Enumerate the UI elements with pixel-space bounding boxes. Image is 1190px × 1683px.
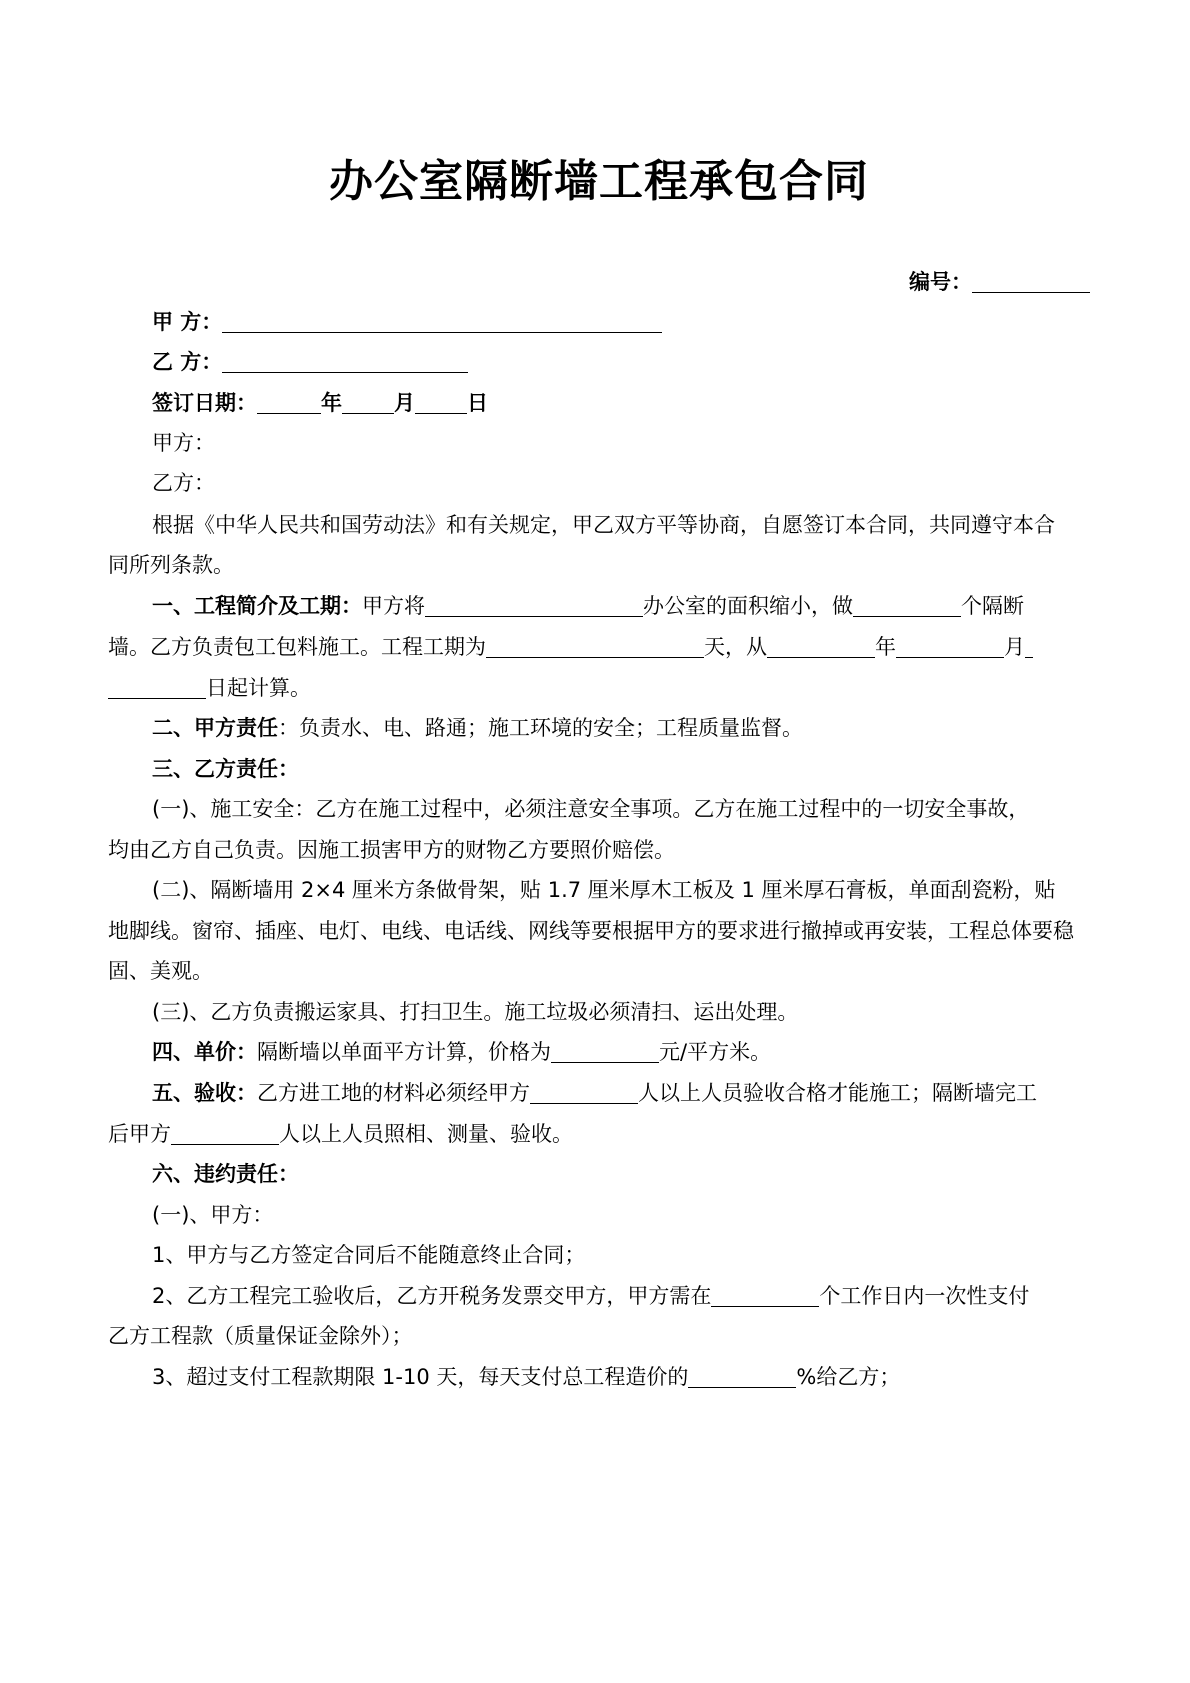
party-b-row <box>108 340 1134 384</box>
day-label: 日 <box>467 391 488 415</box>
party-a-row <box>108 300 1134 344</box>
penalty-percent-blank[interactable] <box>688 1361 796 1388</box>
section-5-text-1: 乙方进工地的材料必须经甲方 <box>257 1081 530 1105</box>
section-3-p3: (三)、乙方负责搬运家具、打扫卫生。施工垃圾必须清扫、运出处理。 <box>152 1000 799 1024</box>
section-6-item-3-text-2: %给乙方； <box>796 1365 901 1389</box>
section-5-text-4: 人以上人员照相、测量、验收。 <box>279 1122 573 1146</box>
section-3-p1-line-1: (一)、施工安全：乙方在施工过程中，必须注意安全事项。乙方在施工过程中的一切安全事故， <box>152 797 1030 821</box>
section-4-text-2: 元/平方米。 <box>659 1040 772 1064</box>
sign-date-label: 签订日期： <box>152 391 257 415</box>
section-1-line-1 <box>108 584 1134 628</box>
partition-count-blank[interactable] <box>853 590 961 617</box>
section-1-text-3: 个隔断 <box>961 594 1024 618</box>
section-6-item-2-line-2: 乙方工程款（质量保证金除外）； <box>108 1324 413 1348</box>
section-6-heading: 六、违约责任： <box>152 1162 299 1186</box>
section-1-year: 年 <box>875 635 896 659</box>
section-6-item-2-text-1: 2、乙方工程完工验收后，乙方开税务发票交甲方，甲方需在 <box>152 1284 712 1308</box>
contract-number-row <box>108 260 1090 304</box>
section-6-item-2-line-1 <box>108 1274 1134 1318</box>
section-6-item-1: 1、甲方与乙方签定合同后不能随意终止合同； <box>152 1243 586 1267</box>
section-5-text-2: 人以上人员验收合格才能施工；隔断墙完工 <box>638 1081 1037 1105</box>
document-title: 办公室隔断墙工程承包合同 <box>329 156 869 207</box>
section-1-text-8: 日起计算。 <box>206 676 311 700</box>
underline-tail <box>1025 631 1033 658</box>
section-2-text: ：负责水、电、路通；施工环境的安全；工程质量监督。 <box>278 716 803 740</box>
year-label: 年 <box>321 391 342 415</box>
party-b-blank[interactable] <box>222 346 468 373</box>
sign-month-blank[interactable] <box>342 387 394 414</box>
sign-year-blank[interactable] <box>257 387 321 414</box>
party-b-label: 乙 方： <box>152 350 223 374</box>
month-label: 月 <box>394 391 415 415</box>
section-6-item-2-text-2: 个工作日内一次性支付 <box>819 1284 1030 1308</box>
section-1-line-2 <box>108 625 1090 669</box>
section-3-heading: 三、乙方责任： <box>152 757 299 781</box>
inspector-count-blank-2[interactable] <box>171 1118 279 1145</box>
sign-date-row <box>108 381 1134 425</box>
section-1-line-3 <box>108 666 1090 710</box>
section-5-line-1 <box>108 1071 1134 1115</box>
section-2-heading: 二、甲方责任 <box>152 716 278 740</box>
section-1-text-2: 办公室的面积缩小，做 <box>643 594 853 618</box>
section-4 <box>108 1030 1134 1074</box>
contract-number-blank[interactable] <box>972 266 1090 293</box>
party-a-label: 甲 方： <box>152 310 223 334</box>
duration-days-blank[interactable] <box>486 631 704 658</box>
section-4-heading: 四、单价： <box>152 1040 257 1064</box>
inspector-count-blank-1[interactable] <box>530 1077 638 1104</box>
contract-number-label: 编号： <box>909 270 972 294</box>
office-name-blank[interactable] <box>425 590 643 617</box>
section-5-text-3: 后甲方 <box>108 1122 171 1146</box>
section-3-p2-line-2: 地脚线。窗帘、插座、电灯、电线、电话线、网线等要根据甲方的要求进行撤掉或再安装，工程总体要稳 <box>108 919 1074 943</box>
section-1-text-5: 天，从 <box>704 635 767 659</box>
intro-line-1: 根据《中华人民共和国劳动法》和有关规定，甲乙双方平等协商，自愿签订本合同，共同遵守本合 <box>152 513 1055 537</box>
section-5-line-2 <box>108 1112 1090 1156</box>
start-day-blank[interactable] <box>108 672 206 699</box>
section-6-sub-1: (一)、甲方： <box>152 1203 274 1227</box>
section-2 <box>108 706 1134 750</box>
start-month-blank[interactable] <box>896 631 1004 658</box>
payment-days-blank[interactable] <box>711 1280 819 1307</box>
party-a-blank[interactable] <box>222 306 662 333</box>
section-6-item-3-text-1: 3、超过支付工程款期限 1-10 天，每天支付总工程造价的 <box>152 1365 689 1389</box>
contract-page <box>108 0 1090 1683</box>
section-1-heading: 一、工程简介及工期： <box>152 594 362 618</box>
sign-day-blank[interactable] <box>415 387 467 414</box>
section-3-p2-line-1: (二)、隔断墙用 2×4 厘米方条做骨架，贴 1.7 厘米厚木工板及 1 厘米厚石膏板，单面刮瓷粉，贴 <box>152 878 1056 902</box>
intro-line-2: 同所列条款。 <box>108 553 234 577</box>
section-1-text-4: 墙。乙方负责包工包料施工。工程工期为 <box>108 635 486 659</box>
section-1-month: 月 <box>1004 635 1025 659</box>
party-a-plain: 甲方： <box>152 431 215 455</box>
section-6-item-3 <box>108 1355 1134 1399</box>
section-3-p2-line-3: 固、美观。 <box>108 959 213 983</box>
section-1-text-1: 甲方将 <box>362 594 425 618</box>
unit-price-blank[interactable] <box>551 1036 659 1063</box>
section-5-heading: 五、验收： <box>152 1081 257 1105</box>
party-b-plain: 乙方： <box>152 471 215 495</box>
section-4-text-1: 隔断墙以单面平方计算，价格为 <box>257 1040 551 1064</box>
start-year-blank[interactable] <box>767 631 875 658</box>
section-3-p1-line-2: 均由乙方自己负责。因施工损害甲方的财物乙方要照价赔偿。 <box>108 838 675 862</box>
